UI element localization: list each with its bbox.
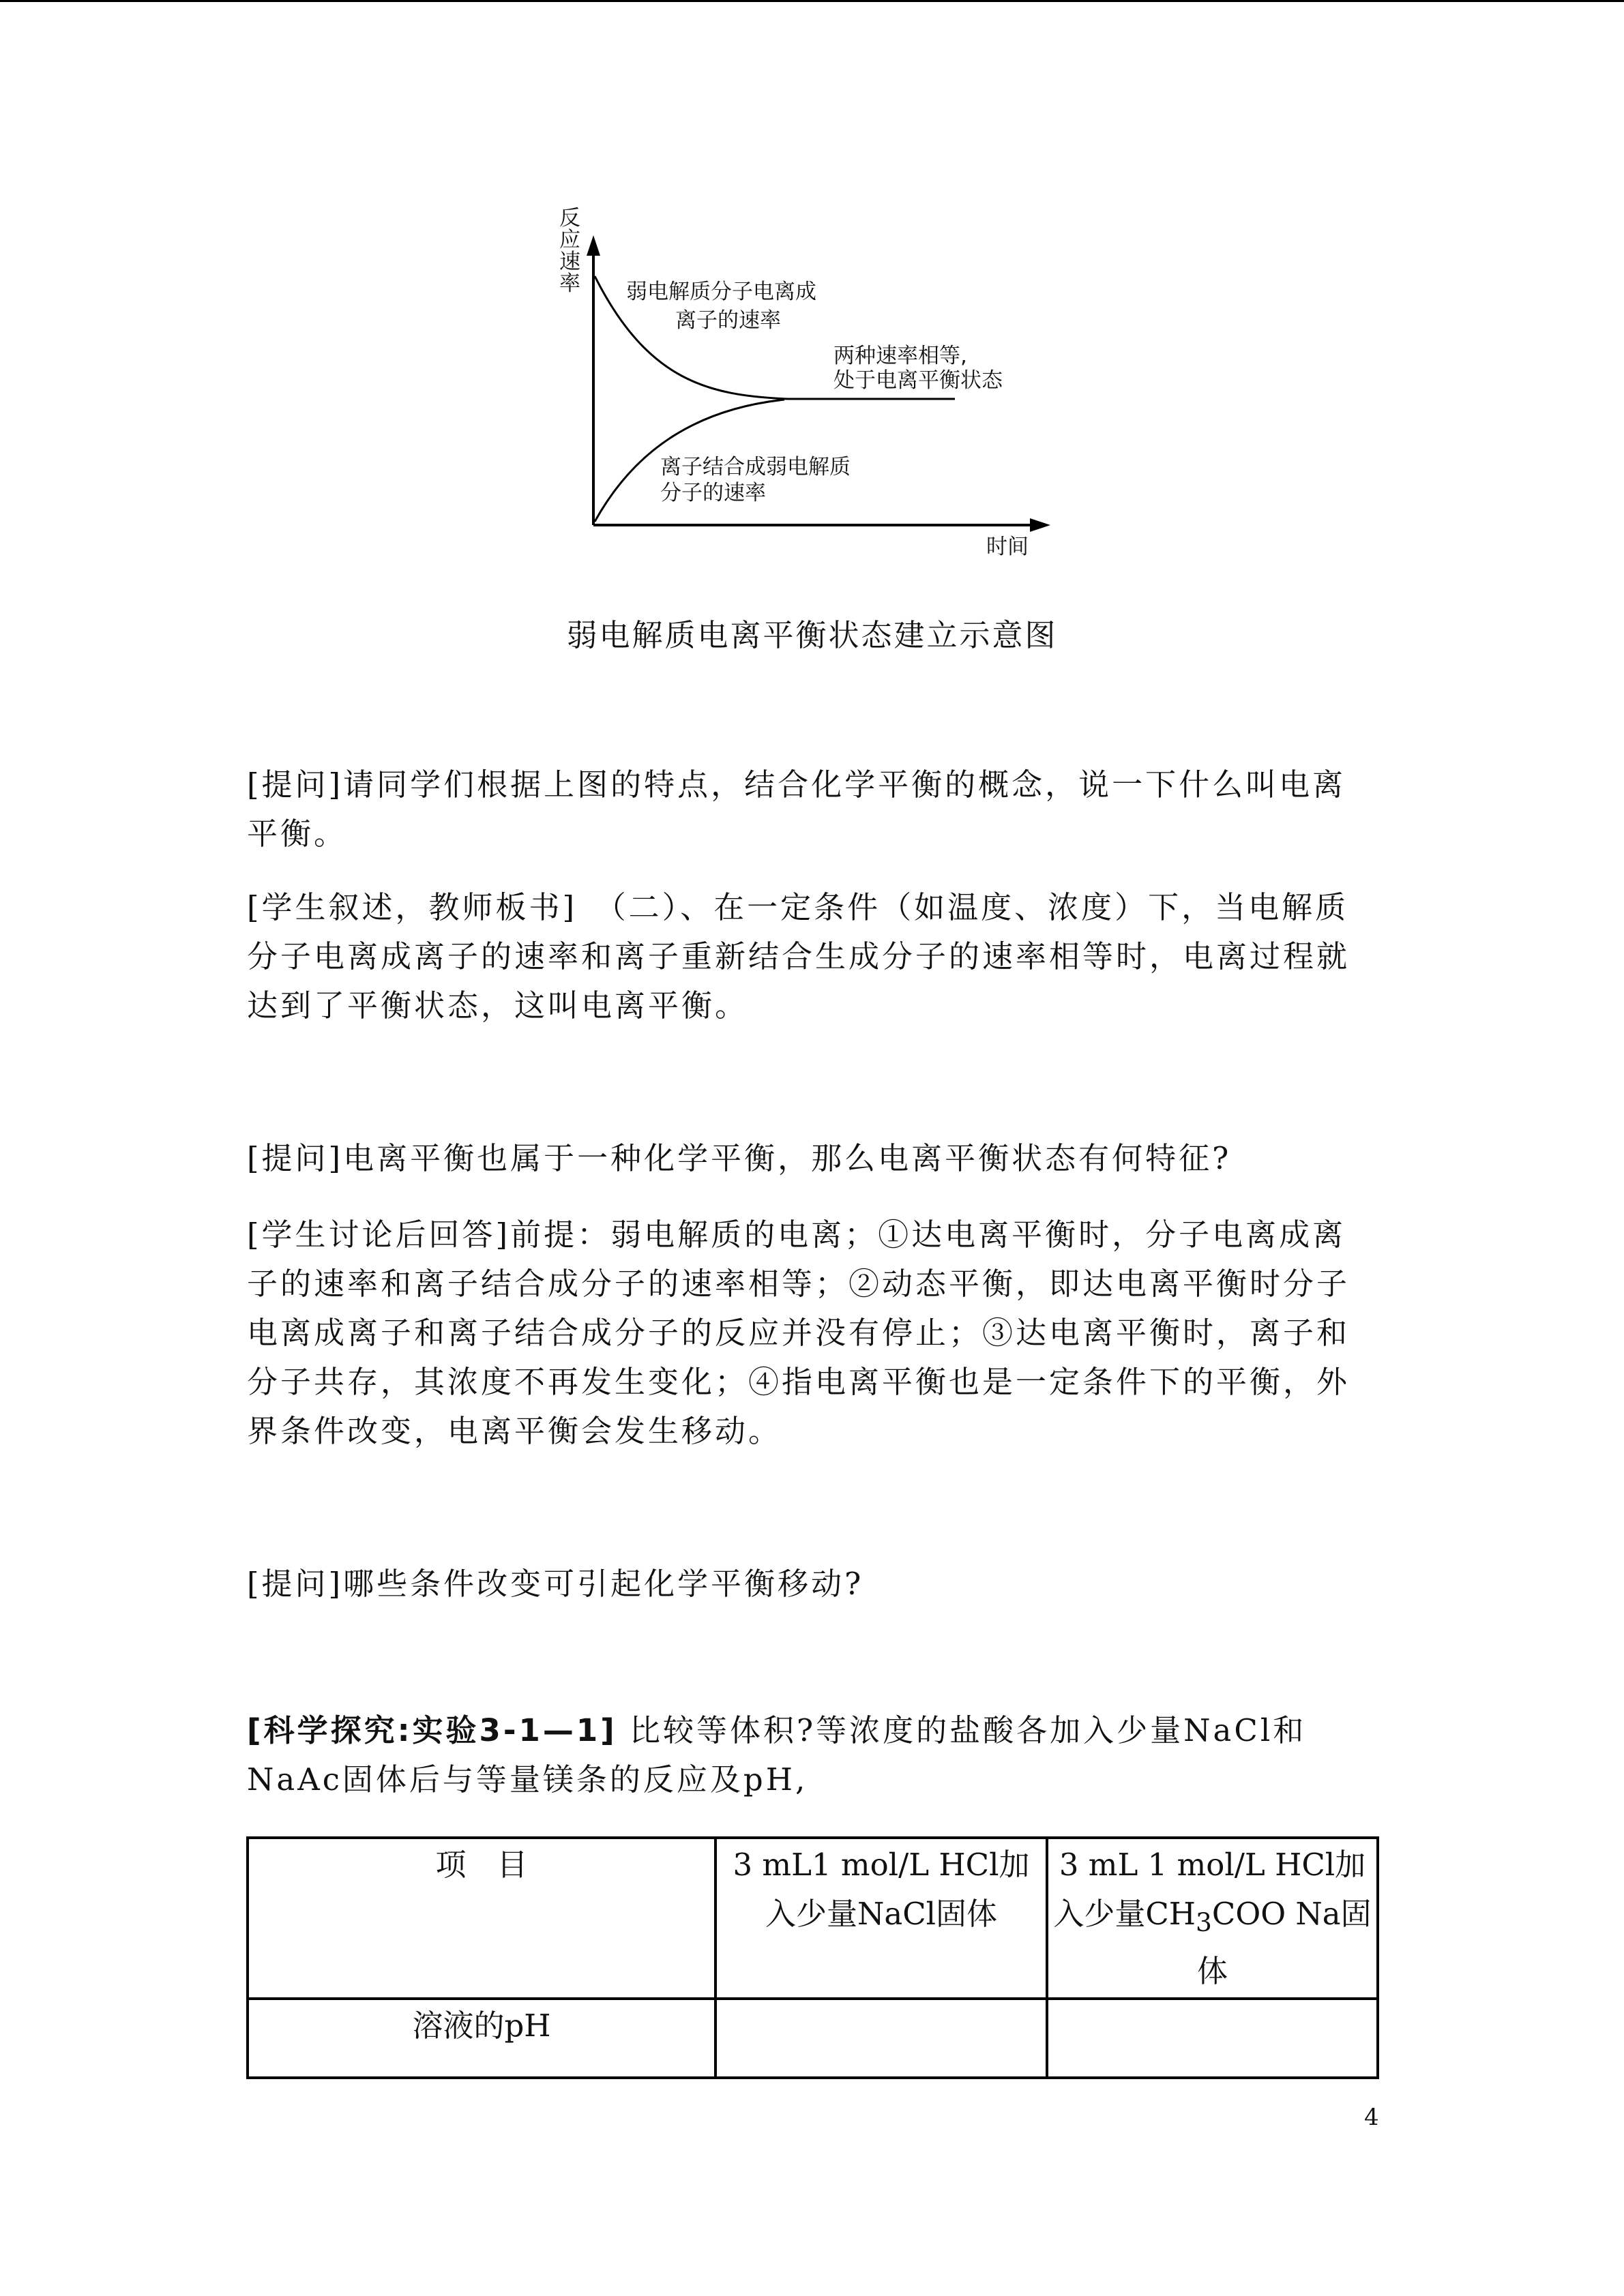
- question-1: [提问]请同学们根据上图的特点，结合化学平衡的概念，说一下什么叫电离平衡。: [247, 766, 1346, 852]
- y-axis-label-4: 率: [559, 271, 580, 296]
- answer-2: [学生讨论后回答]前提：弱电解质的电离；①达电离平衡时，分子电离成离子的速率和离子结合成分子的速率相等；②动态平衡，即达电离平衡时分子电离成离子和离子结合成分子的反应并没有停止；③达电离平衡时，离子和分子共存，其浓度不再发生变化；④指电离平衡也是一定条件下的平衡，外界条件改变，电离平衡会发生移动。: [247, 1217, 1350, 1449]
- y-axis-label-3: 速: [559, 250, 580, 274]
- y-axis-arrow: [587, 235, 600, 256]
- page-number: 4: [1364, 2104, 1379, 2131]
- question-2: [提问]电离平衡也属于一种化学平衡，那么电离平衡状态有何特征?: [247, 1140, 1232, 1176]
- x-axis-arrow: [1030, 518, 1050, 532]
- equilibrium-label-2: 处于电离平衡状态: [833, 368, 1003, 393]
- answer-1: [学生叙述，教师板书] （二）、在一定条件（如温度、浓度）下，当电解质分子电离成离子的速率和离子重新结合生成分子的速率相等时，电离过程就达到了平衡状态，这叫电离平衡。: [247, 889, 1350, 1024]
- x-axis-label: 时间: [986, 535, 1029, 559]
- inquiry-label: [科学探究:实验3-1—1]: [247, 1712, 617, 1748]
- cell-ph-naac: [1047, 1999, 1378, 2078]
- top-border-line: [0, 0, 1624, 2]
- inquiry-text: 比较等体积?等浓度的盐酸各加入少量NaCl和NaAc固体后与等量镁条的反应及pH,: [247, 1712, 1307, 1798]
- lower-curve-label-2: 分子的速率: [660, 481, 766, 505]
- header-naac: [1047, 1838, 1378, 1999]
- inquiry-paragraph: [247, 1706, 1379, 1804]
- lower-curve-label-1: 离子结合成弱电解质: [660, 455, 851, 479]
- figure-caption: 弱电解质电离平衡状态建立示意图: [566, 617, 1058, 653]
- y-axis-label-2: 应: [559, 228, 580, 252]
- cell-ph-nacl: [715, 1999, 1047, 2078]
- row-label-ph: 溶液的pH: [248, 1999, 715, 2078]
- header-nacl: 3 mL1 mol/L HCl加入少量NaCl固体: [715, 1838, 1047, 1999]
- experiment-table: [246, 1836, 1379, 2079]
- table-header-row: [248, 1838, 1378, 1999]
- upper-curve-label-2: 离子的速率: [675, 308, 781, 333]
- header-item: 项 目: [248, 1838, 715, 1999]
- header-naac-a: 3 mL 1 mol/L HCl加入少量CH: [1053, 1847, 1366, 1932]
- equilibrium-label-1: 两种速率相等,: [833, 344, 967, 368]
- question-3: [提问]哪些条件改变可引起化学平衡移动?: [247, 1566, 864, 1602]
- y-axis-label-1: 反: [559, 206, 580, 230]
- table-row: [248, 1999, 1378, 2078]
- upper-curve-label-1: 弱电解质分子电离成: [626, 280, 816, 304]
- ionization-equilibrium-diagram: [546, 198, 1064, 566]
- header-naac-b: COO Na固体: [1196, 1896, 1372, 1989]
- header-naac-subscript: 3: [1196, 1907, 1212, 1937]
